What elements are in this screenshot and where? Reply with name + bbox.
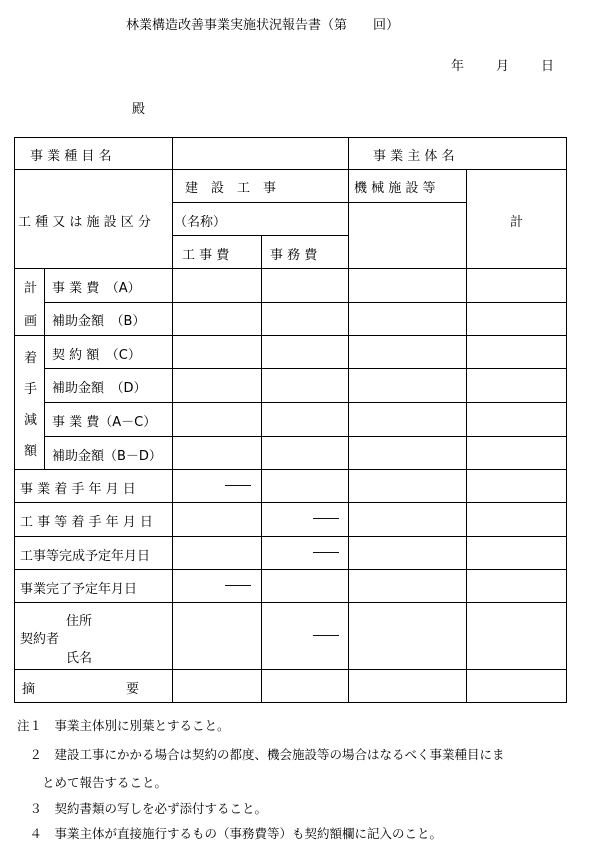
document-title: 林業構造改善事業実施状況報告書（第 回） <box>126 18 400 33</box>
construction-works-label: 建 設 工 事 <box>185 181 277 196</box>
contractor-dash: ―― <box>313 628 339 643</box>
date-year-label: 年 <box>451 59 465 74</box>
date-day-label: 日 <box>541 59 555 74</box>
row-line <box>14 169 567 170</box>
row-line <box>14 569 567 570</box>
note-line: ２ 建設工事にかかる場合は契約の都度、機会施設等の場合はなるべく事業種目にま <box>17 747 505 762</box>
start-group-char: 減 <box>24 413 38 428</box>
row-line <box>14 335 567 336</box>
remarks-label: 摘 要 <box>22 682 140 697</box>
start-row-label: 補助金額 （D） <box>52 381 147 396</box>
contractor-label: 契約者 <box>20 632 60 647</box>
row-line <box>14 268 567 269</box>
col-line <box>261 235 262 703</box>
total-label: 計 <box>510 215 524 230</box>
date-row-label: 事 業 着 手 年 月 日 <box>20 482 136 497</box>
row-line <box>44 368 567 369</box>
col-line <box>172 137 173 703</box>
start-row-label: 事 業 費（A－C） <box>52 415 157 430</box>
row-line <box>44 436 567 437</box>
row-line <box>14 469 567 470</box>
row-line <box>172 202 466 203</box>
note-line: とめて報告すること。 <box>17 775 168 790</box>
date-row-dash: ―― <box>313 511 339 526</box>
date-row-dash: ―― <box>225 578 251 593</box>
col-line <box>466 169 467 703</box>
recipient-suffix: 殿 <box>132 102 146 117</box>
plan-row-label: 補助金額 （B） <box>52 314 146 329</box>
start-group-char: 額 <box>24 444 38 459</box>
row-line <box>44 302 567 303</box>
date-row-label: 工事等完成予定年月日 <box>20 549 151 564</box>
row-line <box>14 536 567 537</box>
col-line <box>44 268 45 469</box>
date-row-dash: ―― <box>225 478 251 493</box>
row-line <box>14 502 567 503</box>
row-line <box>14 669 567 670</box>
date-row-dash: ―― <box>313 545 339 560</box>
start-row-label: 補助金額（B－D） <box>52 449 162 464</box>
date-row-label: 事業完了予定年月日 <box>20 582 138 597</box>
project-entity-label: 事 業 主 体 名 <box>373 149 455 164</box>
office-cost-label: 事 務 費 <box>270 248 318 263</box>
construction-cost-label: 工 事 費 <box>182 248 230 263</box>
row-line <box>44 402 567 403</box>
plan-row-label: 事 業 費 （A） <box>52 281 141 296</box>
category-label: 工 種 又 は 施 設 区 分 <box>18 215 151 230</box>
note-line: ３ 契約書類の写しを必ず添付すること。 <box>17 801 268 816</box>
start-group-char: 手 <box>24 382 38 397</box>
name-label: （名称） <box>174 215 227 230</box>
row-line <box>14 602 567 603</box>
note-line: ４ 事業主体が直接施行するもの（事務費等）も契約額欄に記入のこと。 <box>17 826 443 841</box>
row-line <box>172 235 348 236</box>
project-type-label: 事 業 種 目 名 <box>30 149 112 164</box>
machinery-label: 機 械 施 設 等 <box>354 181 436 196</box>
contractor-address-label: 住所 <box>66 614 93 629</box>
start-group-char: 着 <box>24 351 38 366</box>
contractor-name-label: 氏名 <box>66 651 93 666</box>
col-line <box>348 137 349 703</box>
date-month-label: 月 <box>496 59 510 74</box>
note-line: 注１ 事業主体別に別葉とすること。 <box>17 718 230 733</box>
date-row-label: 工 事 等 着 手 年 月 日 <box>20 515 153 530</box>
start-row-label: 契 約 額 （C） <box>52 348 141 363</box>
plan-group-char: 画 <box>24 314 38 329</box>
plan-group-char: 計 <box>24 281 38 296</box>
